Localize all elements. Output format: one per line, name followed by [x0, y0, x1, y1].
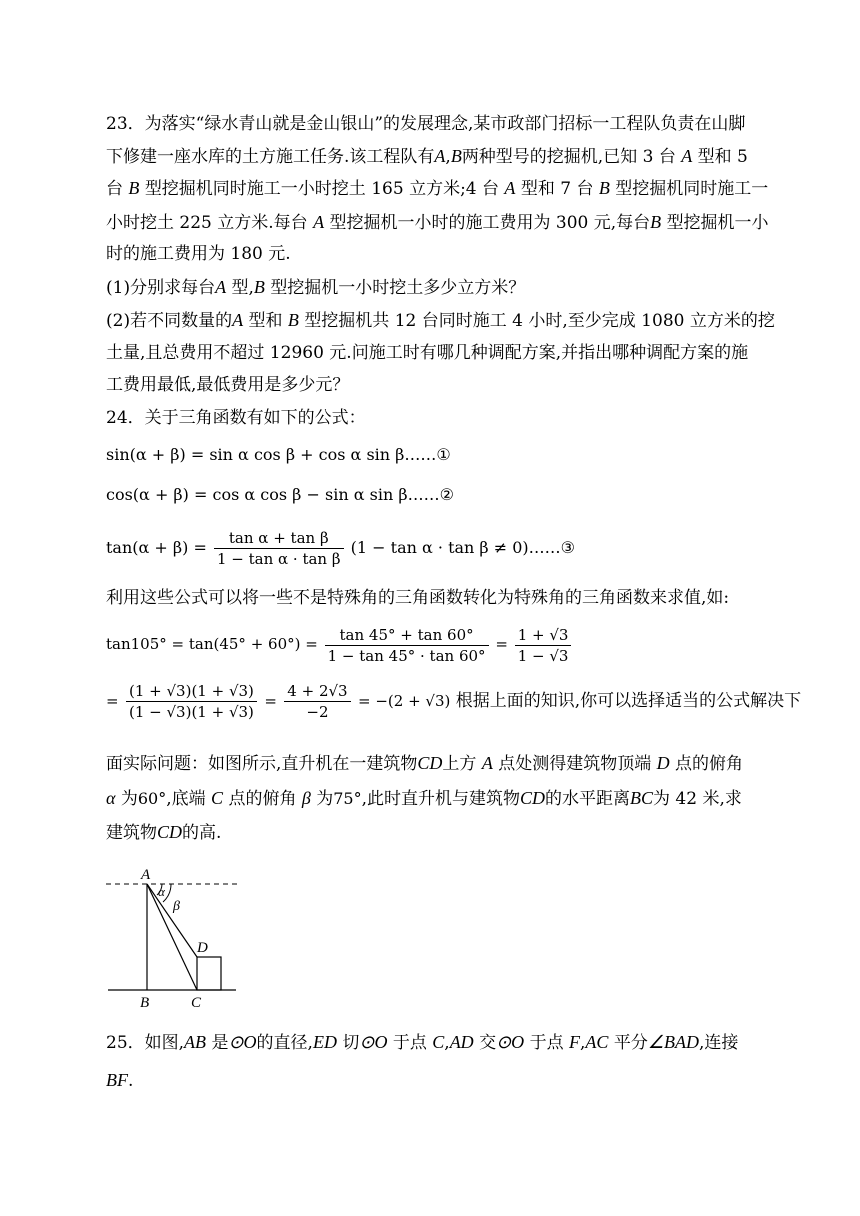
q23-line-4: 小时挖土 225 立方米.每台 A 型挖掘机一小时的施工费用为 300 元,每台B 型挖掘机一小	[106, 212, 769, 233]
q23-part-2-line-2: 土量,且总费用不超过 12960 元.问施工时有哪几种调配方案,并指出哪种调配方案的施	[106, 343, 749, 363]
q23-line-2: 下修建一座水库的土方施工任务.该工程队有A,B两种型号的挖掘机,已知 3 台 A 型和 5	[106, 146, 748, 167]
formula-2: cos(α + β) = cos α cos β − sin α sin β……②	[106, 485, 454, 504]
label-C: C	[191, 995, 202, 1011]
q25-line-2: BF.	[106, 1070, 134, 1091]
q23-part-2-line-1: (2)若不同数量的A 型和 B 型挖掘机共 12 台同时施工 4 小时,至少完成 1080 立方米的挖	[106, 310, 775, 331]
line-AD	[147, 884, 197, 957]
example-line-1: tan105° = tan(45° + 60°) = $\frac{\tan 45^\circ + \tan 60^\circ}{1 - \tan 45^\circ \cdot \tan 60^\circ}$ = $\frac{1 + √3}{1 - √3}$	[106, 620, 756, 668]
q24-intro: 24．关于三角函数有如下的公式：	[106, 408, 366, 428]
label-B: B	[140, 995, 150, 1011]
formula-3: tan(α + β) = $\frac{\text{tan α + tan β}}{\text{1 − tan α · tan β}}$ (1 − tan α · tan β ≠ 0)……③	[106, 529, 576, 568]
q23-line-5: 时的施工费用为 180 元.	[106, 244, 291, 264]
example-fraction-3: $\frac{(1 + √3)(1 + √3)}{(1 - √3)(1 + √3)}$	[126, 681, 257, 722]
q25-line-1: 25．如图,AB 是⊙O的直径,ED 切⊙O 于点 C,AD 交⊙O 于点 F,AC 平分∠BAD,连接	[106, 1032, 739, 1053]
label-D: D	[197, 940, 208, 956]
line-AC	[147, 884, 197, 990]
formula-3-fraction: $\frac{\text{tan α + tan β}}{\text{1 − tan α · tan β}}$	[214, 528, 344, 569]
q24-use-text: 利用这些公式可以将一些不是特殊角的三角函数转化为特殊角的三角函数来求值,如:	[106, 588, 730, 608]
q24-task-line-2: α 为60°,底端 C 点的俯角 β 为75°,此时直升机与建筑物CD的水平距离BC为 42 米,求	[106, 788, 742, 809]
q23-part-2-line-3: 工费用最低,最低费用是多少元？	[106, 375, 350, 395]
label-A: A	[141, 867, 151, 883]
example-fraction-1: $\frac{\tan 45^\circ + \tan 60^\circ}{1 - \tan 45^\circ \cdot \tan 60^\circ}$	[325, 625, 489, 666]
example-line-2: = $\frac{(1 + √3)(1 + √3)}{(1 - √3)(1 + √3)}$ = $\frac{4 + 2√3}{-2}$ = −(2 + √3) 根据上面的知识,你可以选择适当的公式解决下	[106, 682, 802, 721]
building-CD	[197, 957, 221, 990]
example-fraction-2: $\frac{1 + √3}{1 - √3}$	[515, 625, 572, 666]
q23-part-1: (1)分别求每台A 型,B 型挖掘机一小时挖土多少立方米？	[106, 277, 526, 298]
geometry-figure	[100, 862, 250, 1012]
formula-1: sin(α + β) = sin α cos β + cos α sin β……①	[106, 445, 451, 464]
example-fraction-4: $\frac{4 + 2√3}{-2}$	[284, 681, 350, 722]
q23-line-1: 23．为落实“绿水青山就是金山银山”的发展理念,某市政部门招标一工程队负责在山脚	[106, 114, 746, 134]
label-beta: β	[173, 899, 180, 914]
q23-line-3: 台 B 型挖掘机同时施工一小时挖土 165 立方米;4 台 A 型和 7 台 B 型挖掘机同时施工一	[106, 178, 769, 199]
label-alpha: α	[158, 884, 165, 899]
q24-task-line-3: 建筑物CD的高.	[106, 822, 222, 843]
q24-task-line-1: 面实际问题：如图所示,直升机在一建筑物CD上方 A 点处测得建筑物顶端 D 点的俯角	[106, 753, 744, 774]
